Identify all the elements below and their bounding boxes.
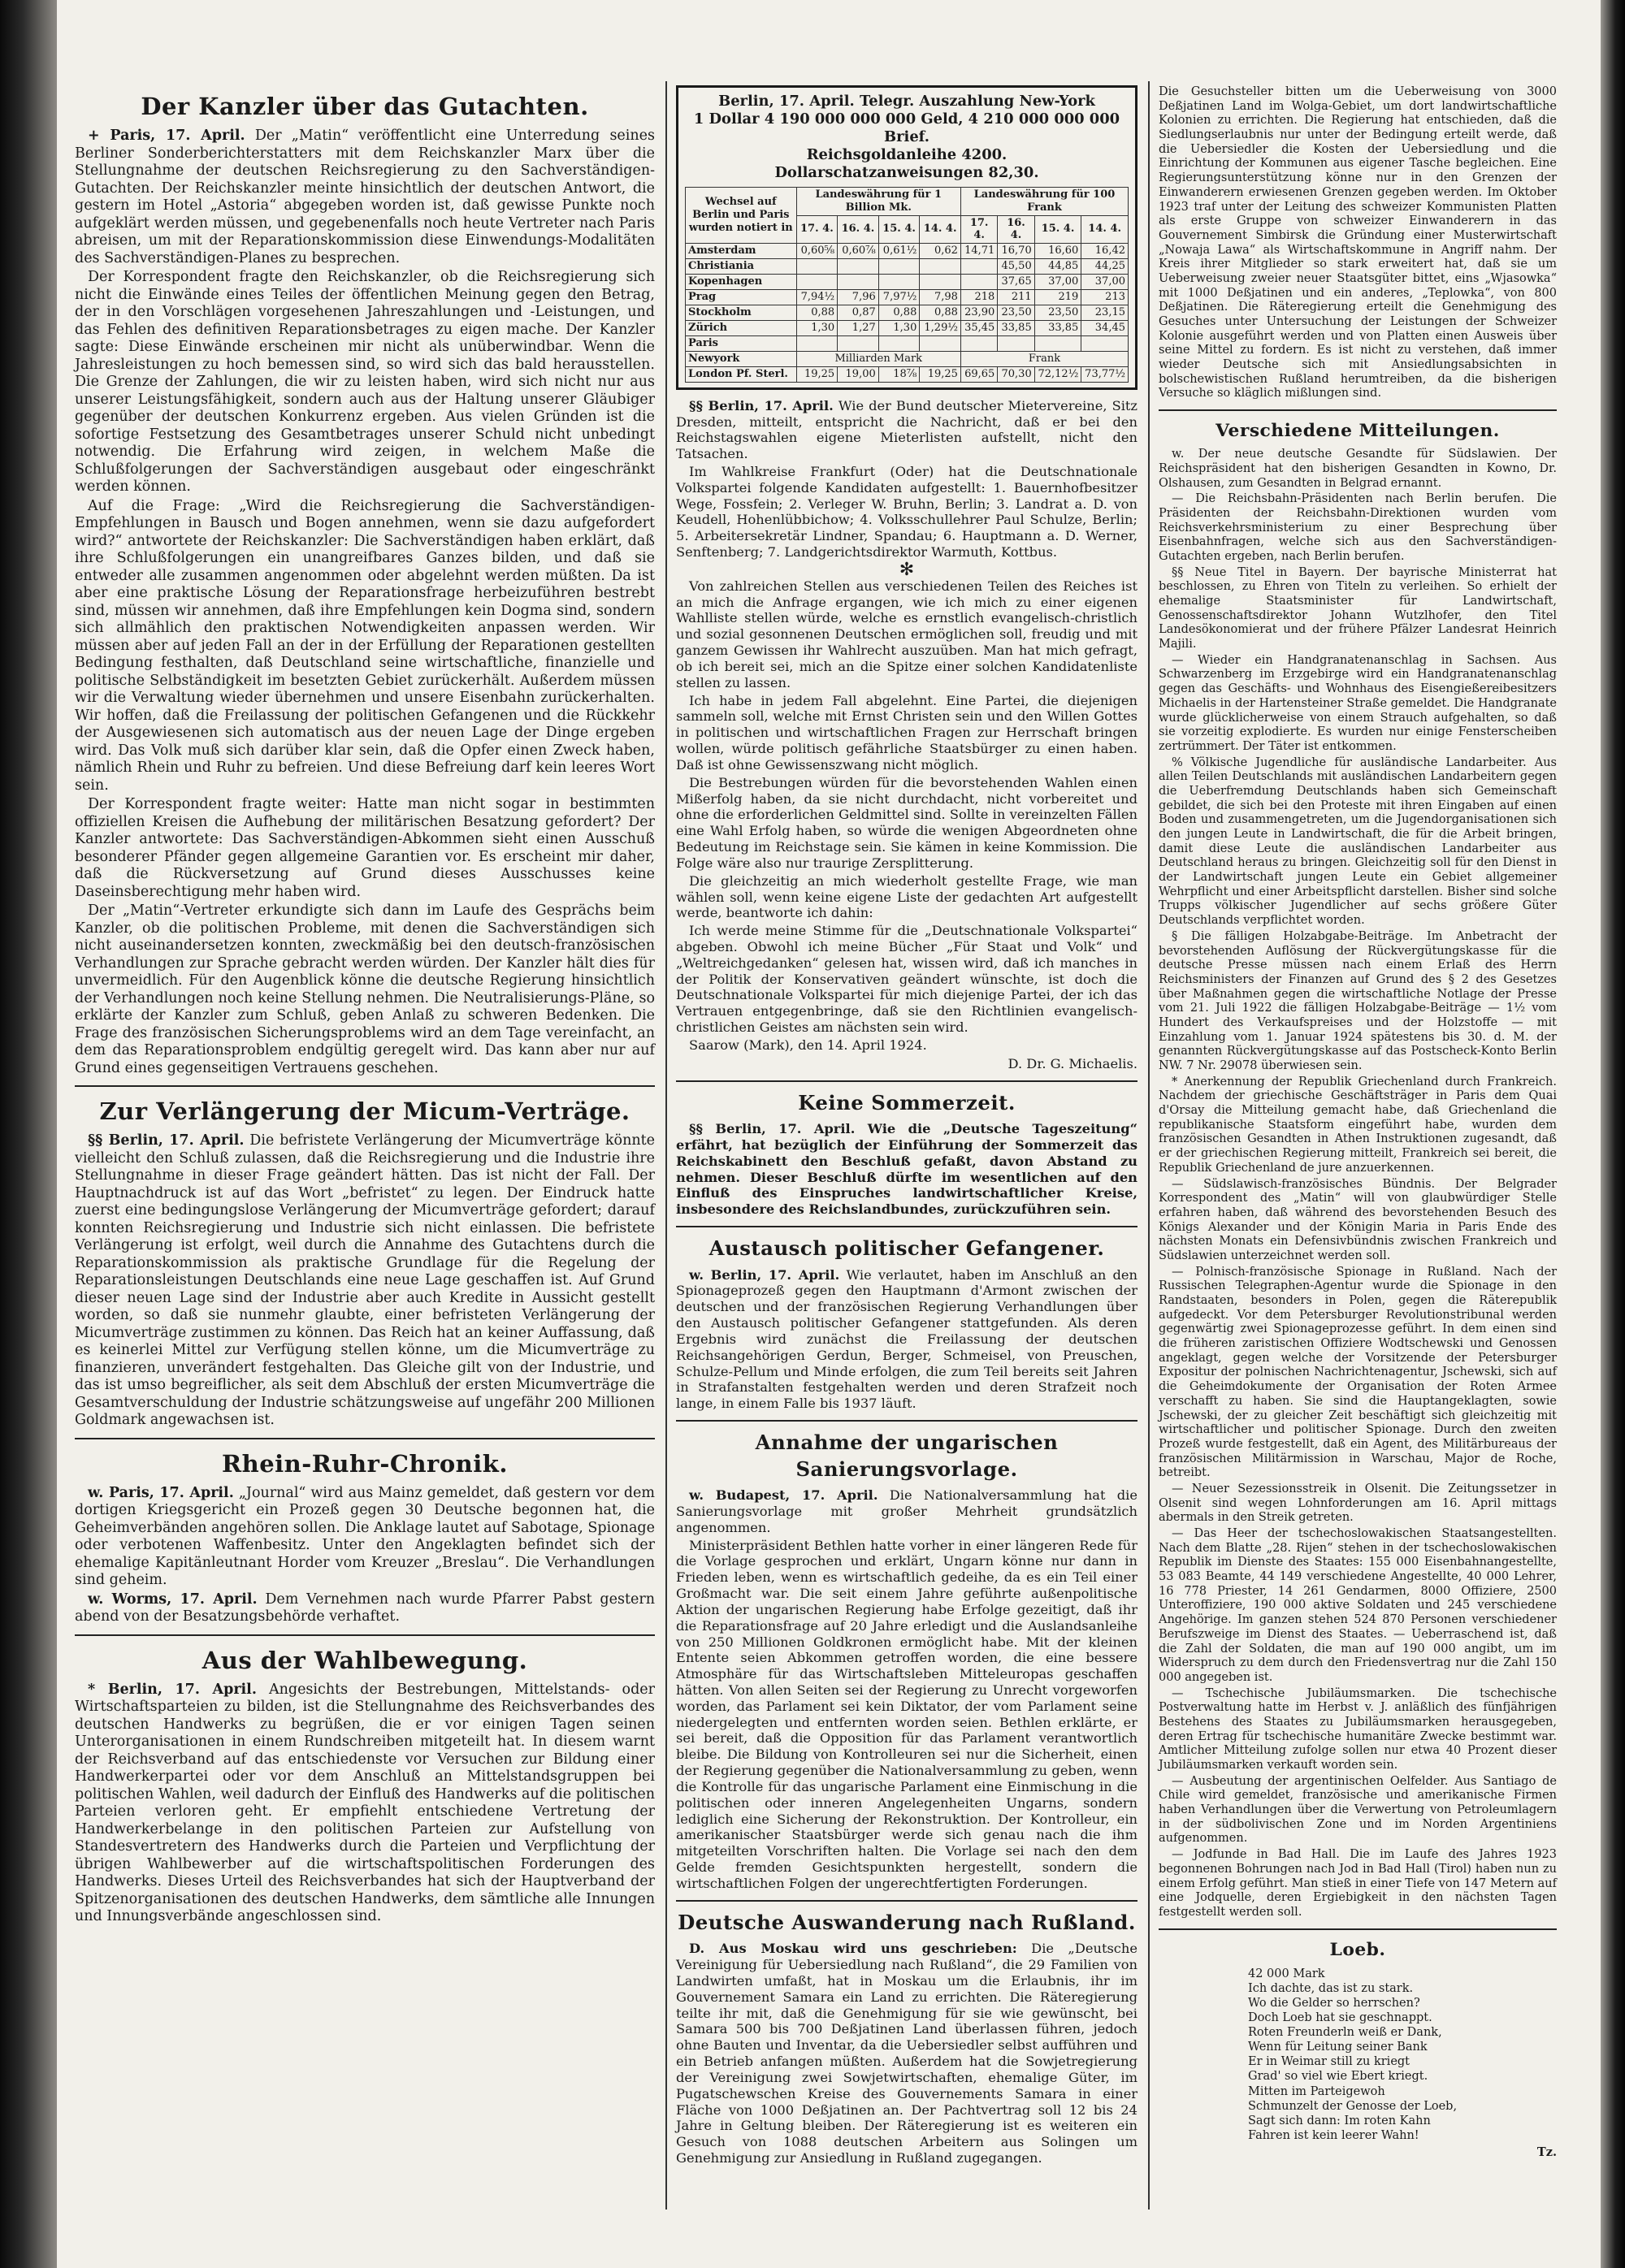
news-item: §§ Neue Titel in Bayern. Der bayrische Ministerrat hat beschlossen, zu Ehren von Titeln zu verleihen. So erhielt der ehemalige Staatsminister für Landwirtschaft, Genossenschaftsdirektor Johann Wutzlhofer, den Titel Landesökonomierat und der frühere Pfälzer Landesrat Heinrich Majili. (1159, 565, 1557, 651)
article-title-gefangene: Austausch politischer Gefangener. (708, 1236, 1105, 1261)
poem-line: Er in Weimar still zu kriegt (1248, 2055, 1410, 2069)
article-title-wahlbewegung: Aus der Wahlbewegung. (202, 1646, 528, 1674)
table-cell: 73,77½ (1081, 366, 1129, 382)
table-cell: 0,61½ (878, 244, 920, 259)
news-item: * Anerkennung der Republik Griechenland durch Frankreich. Nachdem der griechische Geschäftsträger in Paris dem Quai d'Orsay die Mitteilung gemacht habe, daß Griechenland die republikanische Staatsform eingeführt habe, wurden dem französischen Gesandten in Athen Instruktionen zugesandt, daß er der griechischen Regierung mitteilt, Frankreich sei bereit, die Republik Griechenland de jure anzuerkennen. (1159, 1075, 1557, 1175)
paragraph: Auf die Frage: „Wird die Reichsregierung die Sachverständigen-Empfehlungen in Bausch und Bogen annehmen, wenn sie dazu aufgefordert wird?“ antwortete der Reichskanzler: Die Sachverständigen haben erklärt, daß ihre Schlußfolgerungen ein unangreifbares Ganzes bilden, und daß sie entweder alle zusammen angenommen oder abgelehnt werden müßten. Da ist aber eine praktische Lösung der Reparationsfrage herbeizuführen bestrebt sind, müssen wir annehmen, daß ihre Empfehlungen kein Dogma sind, sondern sich allmählich den praktischen Notwendigkeiten anpassen werden. Wir müssen aber auf jeden Fall an der in der Erfüllung der Reparationen gestellten Bedingung festhalten, daß Deutschland seine wirtschaftliche, finanzielle und politische Selbständigkeit im besetzten Gebiet zurückerhält. Außerdem müssen wir die Verwaltung wieder übernehmen und unsere Eisenbahn zurückerhalten. Wir hoffen, daß die Freilassung der politischen Gefangenen und die Rückkehr der Ausgewiesenen sich automatisch aus der neuen Lage der Dinge ergeben wird. Das Volk muß sich darüber klar sein, daß die Opfer einen Zweck haben, nämlich Rhein und Ruhr zu befreien. Und diese Befreiung darf kein leeres Wort sein. (75, 497, 655, 794)
table-cell: 45,50 (998, 259, 1034, 275)
paragraph: Die Gesuchsteller bitten um die Ueberweisung von 3000 Deßjatinen Land im Wolga-Gebiet, um dort landwirtschaftliche Kolonien zu errichten. Die Regierung hat entschieden, daß die Siedlungserlaubnis nur unter der Bedingung erteilt werde, daß die Uebersiedler die Kosten der Uebersiedlung und die Einrichtung der Kommunen aus eigener Tasche begleichen. Eine Regierungsunterstützung könne nur in den Grenzen der Einwanderern erwiesenen Grenzen gegeben werden. Im Oktober 1923 traf unter der Leitung des schweizer Kommunisten Platten als erste Gruppe von schweizer Einwanderern in das Gouvernement Simbirsk die Gründung einer Musterwirtschaft „Nowaja Lawa“ als Wirtschaftskommune in Angriff nahm. Der Kreis ihrer Mitglieder so stark erweitert hat, daß sie um Ueberweisung zweier neuer Staatsgüter bittet, eins „Wjasowka“ mit 1000 Deßjatinen und ein anderes, „Teplowka“, von 800 Deßjatinen. Die Räteregierung erteilt die Genehmigung des Gesuches unter Untersuchung der Leistungen der Schweizer Kolonie ausgeführt werden und von Platten einen Ausweis über seine Mittel zu fordern. Es ist nicht zu verstehen, daß immer wieder Deutsche sich mit Ansiedlungsabsichten in bolschewistischen Rußland herumtreiben, da die bisherigen Versuche so kläglich mißlungen sind. (1159, 85, 1557, 400)
table-cell: Kopenhagen (686, 275, 797, 290)
table-row (686, 366, 1129, 382)
paragraph: Wie die „Deutsche Tageszeitung“ erfährt, hat bezüglich der Einführung der Sommerzeit das Reichskabinett den Beschluß gefaßt, davon Abstand zu nehmen. Dieser Beschluß dürfte im wesentlichen auf den Einfluß des Einspruches landwirtschaftlicher Kreise, insbesondere des Reichslandbundes, zurückzuführen sein. (676, 1121, 1138, 1218)
newspaper-page (57, 0, 1601, 2268)
news-item: — Das Heer der tschechoslowakischen Staatsangestellten. Nach dem Blatte „28. Rijen“ stehen in der tschechoslowakischen Republik im Dienste des Staates: 155 000 Eisenbahnangestellte, 53 083 Beamte, 44 149 verschiedene Angestellte, 40 000 Lehrer, 16 778 Priester, 14 261 Gendarmen, 8000 Offiziere, 2500 Unteroffiziere, 190 000 aktive Soldaten und 245 verschiedene Angehörige. Im ganzen stehen 524 870 Personen verschiedener Berufszweige im Dienst des Staates. — Ueberraschend ist, daß die Zahl der Soldaten, die man auf 190 000 angibt, um im Widerspruch zu dem durch den Friedensvertrag nur die Zahl 150 000 angegeben ist. (1159, 1527, 1557, 1684)
poem-line: Roten Freunderln weiß er Dank, (1248, 2026, 1442, 2040)
market-dollarschatz: Dollarschatzanweisungen 82,30. (774, 163, 1039, 181)
divider (1159, 1928, 1557, 1930)
news-item: § Die fälligen Holzabgabe-Beiträge. Im Anbetracht der bevorstehenden Auflösung der Rückvergütungskasse für die deutsche Presse müssen nach einem Erlaß des Herrn Reichsministers der Finanzen auf Grund des § 2 des Gesetzes über Maßnahmen gegen die wirtschaftliche Notlage der Presse vom 21. Juli 1922 die fälligen Holzabgabe-Beiträge — 1½ vom Hundert des Verkaufspreises und der Holzstoffe — mit Einzahlung vom 1. Januar 1924 spätestens bis 30. d. M. der genannten Rückvergütungskasse auf das Postscheck-Konto Berlin NW. 7 Nr. 29078 überwiesen sein. (1159, 929, 1557, 1072)
table-cell: 14,71 (960, 244, 997, 259)
poem-line: 42 000 Mark (1248, 1967, 1325, 1980)
exchange-rate-table (685, 187, 1129, 383)
table-cell: 19,00 (838, 366, 879, 382)
table-cell: 7,97½ (878, 290, 920, 305)
column-2 (676, 85, 1138, 2168)
table-cell: 0,60⅞ (838, 244, 879, 259)
poem-line: Schmunzelt der Genosse der Loeb, (1248, 2099, 1458, 2113)
table-cell (920, 335, 961, 351)
table-cell (878, 335, 920, 351)
paragraph: Angesichts der Bestrebungen, Mittelstands- oder Wirtschaftsparteien zu bilden, ist die Stellungnahme des Reichsverbandes des deutschen Handwerks zu begrüßen, die er vor einigen Tagen seinen Unterorganisationen in einem Rundschreiben mitgeteilt hat. In diesem warnt der Reichsverband auf das entschiedenste vor Versuchen zur Bildung einer Handwerkerpartei oder vor dem Anschluß an Mittelstandsgruppen bei politischen Wahlen, weil dadurch der Einfluß des Handwerks auf die politischen Parteien verloren geht. Er empfiehlt entschiedene Vertretung der Handwerkerbelange in den politischen Parteien zur Aufstellung von Standesvertretern des Handwerks durch die Parteien und Verpflichtung der übrigen Wahlbewerber auf die wirtschaftspolitischen Forderungen des Handwerks. Dieses Urteil des Reichsverbandes hat sich der Hauptverband der Spitzenorganisationen des deutschen Handwerks, dem sämtliche alle Innungen und Innungsverbände angeschlossen sind. (75, 1681, 655, 1924)
divider (75, 1085, 655, 1087)
market-dollar-rate: 1 Dollar 4 190 000 000 000 Geld, 4 210 000 000 000 Brief. (693, 110, 1120, 145)
table-cell: 1,30 (796, 320, 838, 335)
table-cell: 0,87 (838, 305, 879, 321)
table-cell: 0,88 (796, 305, 838, 321)
paragraph: Im Wahlkreise Frankfurt (Oder) hat die Deutschnationale Volkspartei folgende Kandidaten aufgestellt: 1. Bauernhofbesitzer Wege, Fossfein; 2. Verleger W. Bruhn, Berlin; 3. Landrat a. D. von Keudell, Hohenlübbichow; 4. Volksschullehrer Paul Schulze, Berlin; 5. Arbeitersekretär Lindner, Spandau; 6. Hauptmann a. D. Werner, Senftenberg; 7. Landgerichtsdirektor Warmuth, Kottbus. (676, 463, 1138, 561)
poem-line: Mitten im Parteigewoh (1248, 2084, 1385, 2098)
paragraph: Die gleichzeitig an mich wiederholt gestellte Frage, wie man wählen soll, wenn keine eigene Liste der gedachten Art aufgestellt werde, beantworte ich dahin: (676, 872, 1138, 921)
article-micum-body (75, 1132, 655, 1430)
table-cell: Stockholm (686, 305, 797, 321)
signature: D. Dr. G. Michaelis. (1008, 1055, 1138, 1071)
table-cell (960, 275, 997, 290)
table-cell (838, 335, 879, 351)
table-cell: 211 (998, 290, 1034, 305)
paragraph: Von zahlreichen Stellen aus verschiedenen Teilen des Reiches ist an mich die Anfrage ergangen, wie ich mich zu einer eigenen Wahlliste stellen würde, welche es ernstlich evangelisch-christlich und sozial gesonnenen Deutschen ermöglichen soll, freudig und mit ganzem Gewissen ihr Wahlrecht auszuüben. Man hat mich gefragt, ob ich bereit sei, mich an die Spitze einer solchen Kandidatenliste stellen zu lassen. (676, 578, 1138, 690)
poem-line: Sagt sich dann: Im roten Kahn (1248, 2114, 1431, 2127)
table-cell: Zürich (686, 320, 797, 335)
dateline: * Berlin, 17. April. (88, 1681, 257, 1698)
scan-shadow-right (1601, 0, 1625, 2268)
table-cell: 0,60⅝ (796, 244, 838, 259)
market-report-box (676, 85, 1138, 390)
table-cell (838, 259, 879, 275)
table-cell: London Pf. Sterl. (686, 366, 797, 382)
table-cell: 33,85 (998, 320, 1034, 335)
table-cell: 35,45 (960, 320, 997, 335)
article-kanzler-lead (75, 128, 655, 267)
paragraph: Der „Matin“ veröffentlicht eine Unterredung seines Berliner Sonderberichterstatters mit dem Reichskanzler Marx über die Stellungnahme der deutschen Reichsregierung zu den Sachverständigen-Gutachten. Der Reichskanzler meinte hinsichtlich der deutschen Antwort, die gestern im Hotel „Astoria“ abgegeben worden ist, daß gewisse Punkte noch aufgeklärt werden müssen, und gegebenenfalls noch heute Vertreter nach Paris abreisen, um mit der Reparationskommission diese Einwendungs-Modalitäten des Sachverständigen-Planes zu besprechen. (75, 128, 655, 266)
table-cell (796, 275, 838, 290)
table-cell: 0,88 (878, 305, 920, 321)
table-cell: 7,94½ (796, 290, 838, 305)
table-cell (960, 335, 997, 351)
table-row (686, 305, 1129, 321)
place-date: Saarow (Mark), den 14. April 1924. (689, 1037, 927, 1053)
paragraph: Ministerpräsident Bethlen hatte vorher in einer längeren Rede für die Vorlage gesprochen und erklärt, Ungarn könne nur dann in Frieden leben, wenn es wirtschaftlich gedeihe, da es ein Teil einer Großmacht war. Die seit einem Jahre geführte außenpolitische Aktion der ungarischen Regierung habe Erfolge gezeitigt, daß ihr die Reparationsfrage auf 20 Jahre erledigt und die Auslandsanleihe von 250 Millionen Goldkronen ermöglicht habe. Mit der kleinen Entente seien Abkommen getroffen worden, die eine bessere Atmosphäre für das Wirtschaftsleben Mitteleuropas geschaffen hätten. Von allen Seiten sei der Regierung zu Unrecht vorgeworfen worden, das Parlament sei kein Diktator, der vom Parlament seine niedergelegten und entfernten worden seien. Bethlen erklärte, er sei bereit, daß die Opposition für das Parlament verantwortlich bleibe. Die Bildung von Kontrolleuren sei nur die Sicherheit, einen der Regierung gegenüber die Nationalversammlung zu geben, wenn die Kontrolle für das ungarische Parlament eine Einmischung in die politischen oder inneren Angelegenheiten Ungarns, sondern lediglich eine Sicherung der Rekonstruktion. Der Kontrolleur, ein amerikanischer Staatsbürger werde sich genau nach die ihm mitgeteilten Vorschriften halten. Die Vorlage sei nach den dem Gelde fremden Gesichtspunkten hergestellt, sondern die wirtschaftlichen Folgen der ungerechtfertigten Forderungen. (676, 1537, 1138, 1891)
table-cell: 69,65 (960, 366, 997, 382)
table-cell: 213 (1081, 290, 1129, 305)
table-header: Landeswährung für 100 Frank (960, 187, 1128, 215)
table-row (686, 351, 1129, 366)
paragraph: „Journal“ wird aus Mainz gemeldet, daß gestern vor dem dortigen Kriegsgericht ein Prozeß gegen 30 Deutsche begonnen hat, die Geheimverbänden angehören sollen. Die Anklage lautet auf Sabotage, Spionage oder verbotenen Waffenbesitz. Unter den Angeklagten befindet sich der ehemalige Kapitänleutnant Horder vom Kreuzer „Breslau“. Die Verhandlungen sind geheim. (75, 1484, 655, 1588)
paragraph: Wie verlautet, haben im Anschluß an den Spionageprozeß gegen den Hauptmann d'Armont zwischen der deutschen und der französischen Regierung Verhandlungen über den Austausch politischer Gefangener stattgefunden. Als deren Ergebnis wird zunächst die Freilassung der deutschen Reichsangehörigen Gerdun, Berger, Schmeisel, von Preuschen, Schulze-Pellum und Minde erfolgen, die zum Teil bereits seit Jahren in Strafanstalten festgehalten werden und deren Strafzeit noch lange, in einem Falle bis 1937 läuft. (676, 1266, 1138, 1412)
table-cell (796, 259, 838, 275)
news-item: — Neuer Sezessionsstreik in Olsenit. Die Zeitungssetzer in Olsenit sind wegen Lohnforderungen am 16. April mittags abermals in den Streik getreten. (1159, 1482, 1557, 1525)
table-cell: 0,88 (920, 305, 961, 321)
paragraph: Die befristete Verlängerung der Micumverträge könnte vielleicht den Schluß zulassen, daß die Reichsregierung und die Industrie ihre Stellungnahme in dieser Frage geändert hätten. Das ist nicht der Fall. Der Hauptnachdruck ist auf das Wort „befristet“ zu legen. Der Eindruck hatte zuerst eine bedingungslose Verlängerung der Micumverträge gefordert; darauf konnten Reichsregierung und Industrie sich nicht einlassen. Die befristete Verlängerung ist erfolgt, weil durch die Annahme des Gutachtens durch die Reparationskommission als praktische Grundlage für die Regelung der Reparationsleistungen Deutschlands eine neue Lage geschaffen ist. Auf Grund dieser neuen Lage sind der Industrie aber auch Kredite in Aussicht gestellt worden, so daß sie nunmehr glaubte, einer befristeten Verlängerung der Micumverträge zustimmen zu können. Das Reich hat an keiner Auffassung, daß es keinerlei Mittel zur Verfügung stellen könne, um die Micumverträge zu finanzieren, unverändert festgehalten. Das Gleiche gilt von der Industrie, und das ist umso begreiflicher, als seit dem Abschluß der ersten Micumverträge die Gesamtverschuldung der Industrie schätzungsweise auf ungefähr 200 Millionen Goldmark angewachsen ist. (75, 1132, 655, 1428)
poem-line: Wo die Gelder so herrschen? (1248, 1996, 1420, 2010)
table-cell (838, 275, 879, 290)
table-cell: Milliarden Mark (796, 351, 960, 366)
table-cell: Amsterdam (686, 244, 797, 259)
table-cell: 44,85 (1034, 259, 1081, 275)
news-item: — Tschechische Jubiläumsmarken. Die tschechische Postverwaltung hatte im Herbst v. J. anläßlich des fünfjährigen Bestehens des Staates zu Jubiläumsmarken herausgegeben, deren Ertrag für tschechische humanitäre Zwecke bestimmt war. Amtlicher Mitteilung zufolge sollen nur etwa 40 Prozent dieser Jubiläumsmarken verkauft worden sein. (1159, 1686, 1557, 1772)
market-headline: Berlin, 17. April. Telegr. Auszahlung New-York (718, 93, 1095, 110)
news-item: — Polnisch-französische Spionage in Rußland. Nach der Russischen Telegraphen-Agentur wurde die Spionage in den Randstaaten, besonders in Polen, gegen die Räterepublik aufgedeckt. Vor dem Petersburger Revolutionstribunal werden gegenwärtig zwei Spionageprozesse geführt. In dem einen sind die früheren zaristischen Offiziere Wodtschewski und Genossen angeklagt, gegen welche der Vorsitzende der Petersburger Expositur der polnischen Nachrichtenagentur, Jschewski, sich auf die Geheimdokumente der Organisation der Roten Armee verschafft zu haben. Sie sind die Hauptangeklagten, sowie Jschewski, der zu gleicher Zeit beschäftigt sich gleichzeitig mit wirtschaftlicher und politischer Spionage. Durch den zweiten Prozeß wurde festgestellt, daß ein Agent, des Militärbureaus der französischen Militärmission in Warschau, Major de Roche, betreibt. (1159, 1265, 1557, 1480)
table-cell: 44,25 (1081, 259, 1129, 275)
news-item (676, 398, 1138, 462)
news-item (676, 1121, 1138, 1218)
table-cell (796, 335, 838, 351)
table-cell (878, 259, 920, 275)
table-header: 14. 4. (920, 215, 961, 244)
article-title-verschiedene: Verschiedene Mitteilungen. (1216, 421, 1500, 442)
table-cell: 1,30 (878, 320, 920, 335)
table-cell: 16,70 (998, 244, 1034, 259)
paragraph: Die Bestrebungen würden für die bevorstehenden Wahlen einen Mißerfolg haben, da sie nicht durchdacht, nicht vorbereitet und ohne die erforderlichen Geldmittel sind. Sollte in vereinzelten Fällen eine Wahl Erfolg haben, so würde die wenigen Abgeordneten ohne Bedeutung im Reichstage sein. Sie kämen in keine Kommission. Die Folge wäre also nur traurige Zersplitterung. (676, 774, 1138, 871)
dateline: §§ Berlin, 17. April. (689, 1121, 856, 1137)
poem-line: Doch Loeb hat sie geschnappt. (1248, 2010, 1432, 2024)
news-item (75, 1485, 655, 1590)
news-item: w. Der neue deutsche Gesandte für Südslawien. Der Reichspräsident hat den bisherigen Gesandten in Kowno, Dr. Olshausen, zum Gesandten in Belgrad ernannt. (1159, 448, 1557, 490)
table-cell (1081, 335, 1129, 351)
article-wahl-body (75, 1682, 655, 1926)
table-row (686, 244, 1129, 259)
table-cell: 37,00 (1034, 275, 1081, 290)
divider (676, 1226, 1138, 1227)
dateline: D. Aus Moskau wird uns geschrieben: (689, 1941, 1017, 1957)
table-cell: Paris (686, 335, 797, 351)
column-1 (75, 85, 655, 1928)
table-cell (920, 275, 961, 290)
table-row (686, 275, 1129, 290)
table-header: 16. 4. (838, 215, 879, 244)
table-cell: 33,85 (1034, 320, 1081, 335)
news-item: — Ausbeutung der argentinischen Oelfelder. Aus Santiago de Chile wird gemeldet, französische und amerikanische Firmen haben Verhandlungen über die Verwertung von Petroleumlagern in der südbolivischen Zone und im Norden Argentiniens aufgenommen. (1159, 1774, 1557, 1846)
table-cell: 23,15 (1081, 305, 1129, 321)
article-title-russland: Deutsche Auswanderung nach Rußland. (678, 1910, 1136, 1934)
paragraph: Dem Vernehmen nach wurde Pfarrer Pabst gestern abend von der Besatzungsbehörde verhaftet. (75, 1591, 655, 1625)
table-cell: 37,65 (998, 275, 1034, 290)
table-row (686, 290, 1129, 305)
table-cell: Frank (960, 351, 1128, 366)
news-item (676, 1487, 1138, 1535)
table-row (686, 320, 1129, 335)
table-cell (878, 275, 920, 290)
table-cell: 219 (1034, 290, 1081, 305)
table-cell: 23,50 (1034, 305, 1081, 321)
table-cell (960, 259, 997, 275)
article-title-kanzler: Der Kanzler über das Gutachten. (141, 93, 589, 120)
paragraph: Der „Matin“-Vertreter erkundigte sich dann im Laufe des Gesprächs beim Kanzler, ob die politischen Probleme, mit denen die Sachverständigen sich nicht auseinandersetzen konnten, zweckmäßig bei den deutsch-französischen Verhandlungen zur Sprache gebracht werden würden. Der Kanzler hält dies für unvermeidlich. Für den Augenblick könne die deutsche Regierung hinsichtlich der Verhandlungen noch keine Stellung nehmen. Die Neutralisierungs-Pläne, so erklärte der Kanzler zum Schluß, geben Anlaß zu schweren Bedenken. Die Frage des französischen Sicherungsproblems wird an dem Tage vereinfacht, an dem das Reparationsproblem endgültig geregelt wird. Das kann aber nur auf Grund eines gegenseitigen Vertrauens geschehen. (75, 902, 655, 1076)
dateline: §§ Berlin, 17. April. (689, 397, 834, 413)
table-header: Wechsel auf Berlin und Paris wurden notiert in (686, 187, 797, 244)
table-cell: Prag (686, 290, 797, 305)
table-cell: 7,98 (920, 290, 961, 305)
divider (676, 1900, 1138, 1902)
dateline: + Paris, 17. April. (88, 128, 245, 144)
table-cell: Newyork (686, 351, 797, 366)
paragraph: Wie der Bund deutscher Mietervereine, Sitz Dresden, mitteilt, entspricht die Nachricht, daß er bei den Reichstagswahlen eigene Mieterlisten aufstellt, nicht den Tatsachen. (676, 397, 1138, 462)
table-row (686, 335, 1129, 351)
table-header: 15. 4. (878, 215, 920, 244)
poem-line: Grad' so viel wie Ebert kriegt. (1248, 2070, 1428, 2084)
table-cell: 18⅞ (878, 366, 920, 382)
divider (1159, 409, 1557, 411)
table-cell: 0,62 (920, 244, 961, 259)
table-cell: 16,60 (1034, 244, 1081, 259)
table-row (686, 259, 1129, 275)
table-header: 15. 4. (1034, 215, 1081, 244)
table-cell: 19,25 (796, 366, 838, 382)
paragraph: Die Nationalversammlung hat die Sanierungsvorlage mit großer Mehrheit grundsätzlich angenommen. (676, 1487, 1138, 1535)
divider (676, 1080, 1138, 1082)
article-title-rhein-ruhr: Rhein-Ruhr-Chronik. (222, 1449, 508, 1478)
table-header: 14. 4. (1081, 215, 1129, 244)
table-header: 17. 4. (960, 215, 997, 244)
news-item: — Jodfunde in Bad Hall. Die im Laufe des Jahres 1923 begonnenen Bohrungen nach Jod in Bad Hall (Tirol) haben nun zu einem Erfolg geführt. Man stieß in einer Tiefe von 147 Metern auf eine Jodquelle, deren Ergiebigkeit in den nächsten Tagen festgestellt werden soll. (1159, 1848, 1557, 1919)
column-3 (1159, 85, 1557, 2160)
table-header: Landeswährung für 1 Billion Mk. (796, 187, 960, 215)
table-cell: 19,25 (920, 366, 961, 382)
table-cell (1034, 335, 1081, 351)
scan-shadow-left (0, 0, 57, 2268)
news-item (676, 1267, 1138, 1412)
poem-line: Wenn für Leitung seiner Bank (1248, 2041, 1428, 2054)
news-item: % Völkische Jugendliche für ausländische Landarbeiter. Aus allen Teilen Deutschlands mit ausländischen Landarbeitern gegen die Ueberfremdung Deutschlands haben sich Gemeinschaft gebildet, die sich bei den Proteste mit ihren Eingaben auf einen Boden und zusammengetreten, um die Jugendorganisationen sich den jungen Leute in Landwirtschaft, die für die Arbeit bringen, damit diese Leute die ausländischen Landarbeiter aus Deutschland heraus zu bringen. Gleichzeitig soll für den Dienst in der Landwirtschaft jungen Leute ein Gebiet allgemeiner Wehrpflicht und einer Arbeitspflicht darstellen. Bisher sind solche Trupps völkischer Jugendlicher auf sechs größere Güter Deutschlands verpflichtet worden. (1159, 755, 1557, 928)
paragraph: Der Korrespondent fragte weiter: Hatte man nicht sogar in bestimmten offiziellen Kreisen die Aufhebung der militärischen Besatzung gefordert? Der Kanzler antwortete: Das Sachverständigen-Abkommen sieht einen Ausschuß besonderer Pfänder gegen allgemeine Garantien vor. Es erscheint mir daher, daß die Rückversetzung auf Grund dieses Ausschusses keine Daseinsberechtigung mehr haben wird. (75, 796, 655, 900)
paragraph: Der Korrespondent fragte den Reichskanzler, ob die Reichsregierung sich nicht die Einwände eines Teiles der öffentlichen Meinung gegen den Betrag, der in den Vorschlägen vorgesehenen Jahreszahlungen und -Leistungen, und das Fehlen des definitiven Reparationsbetrages zu eigen mache. Der Kanzler sagte: Diese Einwände erscheinen mir nicht als unüberwindbar. Wenn die Jahresleistungen zu hoch bemessen sind, so wird sich das bald herausstellen. Die Grenze der Zahlungen, die wir zu leisten haben, wird sich nicht nur aus unserer Leistungsfähigkeit, sondern auch aus der Haltung unserer Gläubiger gegenüber der deutschen Konkurrenz ergeben. Aus vielen Gründen ist die sofortige Festsetzung des Gesamtbetrages unserer Schuld nicht unbedingt notwendig. Die Erfahrung wird zeigen, in welchem Maße die Schlußfolgerungen der Sachverständigen ausgebaut oder eingeschränkt werden können. (75, 269, 655, 495)
divider (75, 1438, 655, 1439)
table-cell: 23,50 (998, 305, 1034, 321)
poem (1159, 1967, 1557, 2144)
table-cell: 7,96 (838, 290, 879, 305)
table-header: 17. 4. (796, 215, 838, 244)
table-cell (920, 259, 961, 275)
news-item (75, 1591, 655, 1626)
column-divider-2 (1148, 81, 1150, 2210)
news-item (676, 1941, 1138, 2166)
divider (676, 1420, 1138, 1422)
market-goldanleihe: Reichsgoldanleihe 4200. (806, 145, 1008, 163)
dateline: w. Budapest, 17. April. (689, 1487, 878, 1504)
dateline: w. Worms, 17. April. (88, 1591, 258, 1608)
table-cell (998, 335, 1034, 351)
table-cell: 72,12½ (1034, 366, 1081, 382)
poem-title: Loeb. (1329, 1939, 1386, 1960)
dateline: §§ Berlin, 17. April. (88, 1132, 245, 1149)
table-cell: 16,42 (1081, 244, 1129, 259)
table-cell: Christiania (686, 259, 797, 275)
paragraph: Ich habe in jedem Fall abgelehnt. Eine Partei, die diejenigen sammeln soll, welche mit Ernst Christen sein und den Willen Gottes in politischen und wirtschaftlichen Fragen zur Herrschaft bringen wollen, würde politisch gefährliche Staatsbürger zu einen haben. Daß ist ohne Gewissenszwang nicht möglich. (676, 692, 1138, 773)
article-title-micum: Zur Verlängerung der Micum-Verträge. (99, 1097, 630, 1125)
table-cell: 70,30 (998, 366, 1034, 382)
table-cell: 37,00 (1081, 275, 1129, 290)
table-cell: 1,27 (838, 320, 879, 335)
poem-line: Ich dachte, das ist zu stark. (1248, 1981, 1414, 1995)
signature: Tz. (1536, 2145, 1557, 2160)
paragraph: Ich werde meine Stimme für die „Deutschnationale Volkspartei“ abgeben. Obwohl ich meine Bücher „Für Staat und Volk“ und „Weltreichgedanken“ gelesen hat, wissen wird, daß ich manches in der Politik der Konservativen geändert wünschte, ist doch die Deutschnationale Volkspartei für mich diejenige Partei, der ich das Vertrauen entgegenbringe, daß sie den Richtlinien evangelisch-christlichen Geistes am nächsten sein wird. (676, 923, 1138, 1036)
table-header: 16. 4. (998, 215, 1034, 244)
dateline: w. Berlin, 17. April. (689, 1266, 840, 1283)
table-cell: 218 (960, 290, 997, 305)
news-item: — Südslawisch-französisches Bündnis. Der Belgrader Korrespondent des „Matin“ will von glaubwürdiger Stelle erfahren haben, daß während des bevorstehenden Besuch des Königs Alexander und der Königin Maria in Paris Ende des nächsten Monats ein Defensivbündnis zwischen Frankreich und Südslawien unterzeichnet werden soll. (1159, 1177, 1557, 1262)
article-title-sommerzeit: Keine Sommerzeit. (798, 1090, 1016, 1115)
table-cell: 23,90 (960, 305, 997, 321)
dateline: w. Paris, 17. April. (88, 1484, 234, 1501)
article-title-ungarn: Annahme der ungarischen Sanierungsvorlage. (755, 1430, 1059, 1481)
asterisk-separator-icon: ✻ (899, 559, 915, 580)
news-item: — Die Reichsbahn-Präsidenten nach Berlin berufen. Die Präsidenten der Reichsbahn-Direktionen wurden vom Reichsverkehrsministerium zu einer Besprechung über Eisenbahnfragen, welche sich aus den Sachverständigen-Gutachten ergeben, nach Berlin berufen. (1159, 492, 1557, 563)
news-item: — Wieder ein Handgranatenanschlag in Sachsen. Aus Schwarzenberg im Erzgebirge wird ein Handgranatenanschlag gegen das Geschäfts- und Wohnhaus des Eisengießereibesitzers Michaelis in der Hartensteiner Straße gemeldet. Die Handgranate wurde glücklicherweise von einem Strauch aufgehalten, so daß sie vorzeitig explodierte. Es wurden nur einige Fensterscheiben zertrümmert. Der Täter ist entkommen. (1159, 653, 1557, 753)
table-cell: 34,45 (1081, 320, 1129, 335)
paragraph: Die „Deutsche Vereinigung für Uebersiedlung nach Rußland“, die 29 Familien von Landwirten umfaßt, hat in Moskau um die Erlaubnis, ihr im Gouvernement Samara ein Land zu errichten. Die Räteregierung teilte ihr mit, daß die Genehmigung für sie wie gewünscht, bei Samara 500 bis 700 Deßjatinen Land überlassen führen, jedoch ohne Bauten und Inventar, da die Uebersiedler selbst aufführen und ein Betrieb anfangen müßten. Außerdem hat die Sowjetregierung der Vereinigung zwei Sowjetwirtschaften, ehemalige Güter, im Pugatschewschen Kreise des Gouvernements Samara in einer Fläche von 1000 Deßjatinen an. Der Pachtvertrag soll 12 bis 24 Jahre in Geltung bleiben. Der Räteregierung ist es weiteren ein Gesuch von 1088 deutschen Arbeitern aus Solingen um Genehmigung zur Ansiedlung in Rußland zugegangen. (676, 1941, 1138, 2166)
column-divider-1 (665, 81, 667, 2210)
table-cell: 1,29½ (920, 320, 961, 335)
poem-line: Fahren ist kein leerer Wahn! (1248, 2128, 1419, 2142)
divider (75, 1634, 655, 1636)
